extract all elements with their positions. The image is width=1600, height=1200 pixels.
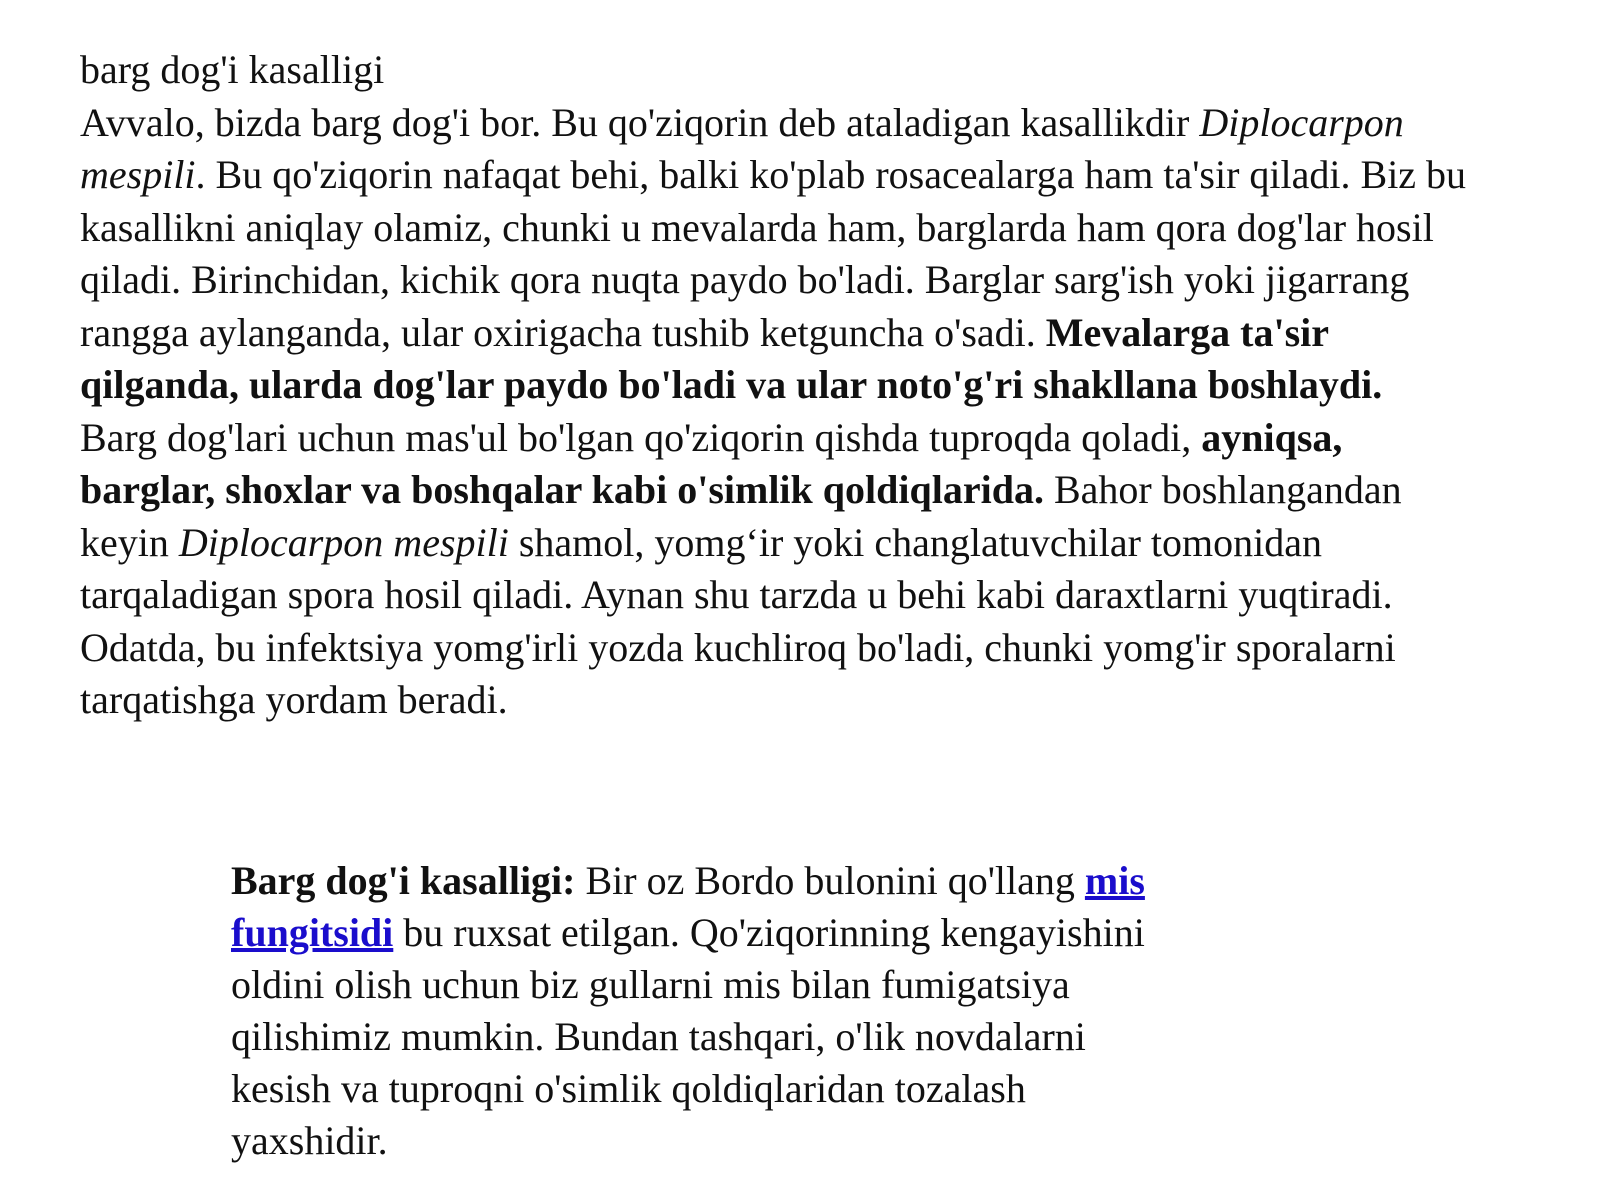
tip-text-b: bu ruxsat etilgan. Qo'ziqorinning kengayishini oldini olish uchun biz gullarni mis bilan fumigatsiya qilishimiz mumkin. Bundan tashqari, o'lik novdalarni kesish va tuproqni o'simlik qoldiqlaridan tozalash yaxshidir. [231, 910, 1145, 1163]
tip-label: Barg dog'i kasalligi: [231, 858, 576, 903]
article-body [80, 44, 1480, 727]
copper-fungicide-link[interactable]: mis fungitsidi [231, 858, 1145, 955]
article-paragraph-1 [80, 97, 1480, 412]
tip-text-a: Bir oz Bordo bulonini qo'llang [575, 858, 1085, 903]
treatment-tip [231, 855, 1191, 1167]
species-name: Diplocarpon mespili [178, 519, 509, 565]
paragraph-2-bold-text: ayniqsa, barglar, shoxlar va boshqalar kabi o'simlik qoldiqlarida. [80, 414, 1343, 512]
paragraph-1-bold-text: Mevalarga ta'sir qilganda, ularda dog'lar paydo bo'ladi va ular noto'g'ri shakllana boshlaydi. [80, 309, 1383, 407]
article-paragraph-2 [80, 412, 1480, 727]
paragraph-2-text-a: Barg dog'lari uchun mas'ul bo'lgan qo'ziqorin qishda tuproqda qoladi, [80, 414, 1202, 460]
paragraph-1-text-b: . Bu qo'ziqorin nafaqat behi, balki ko'plab rosacealarga ham ta'sir qiladi. Biz bu kasallikni aniqlay olamiz, chunki u mevalarda ham, barglarda ham qora dog'lar hosil qiladi. Birinchidan, kichik qora nuqta paydo bo'ladi. Barglar sarg'ish yoki jigarrang rangga aylanganda, ular oxirigacha tushib ketguncha o'sadi. [80, 152, 1467, 355]
treatment-tip-box [231, 855, 1191, 1167]
paragraph-2-text-c: shamol, yomg‘ir yoki changlatuvchilar tomonidan tarqaladigan spora hosil qiladi. Aynan shu tarzda u behi kabi daraxtlarni yuqtiradi. Odatda, bu infektsiya yomg'irli yozda kuchliroq bo'ladi, chunki yomg'ir sporalarni tarqatishga yordam beradi. [80, 519, 1396, 722]
article-heading: barg dog'i kasalligi [80, 47, 385, 92]
paragraph-1-text-a: Avvalo, bizda barg dog'i bor. Bu qo'ziqorin deb ataladigan kasallikdir [80, 99, 1200, 145]
species-name: Diplocarpon mespili [80, 99, 1404, 197]
paragraph-2-text-b: Bahor boshlangandan keyin [80, 467, 1402, 565]
